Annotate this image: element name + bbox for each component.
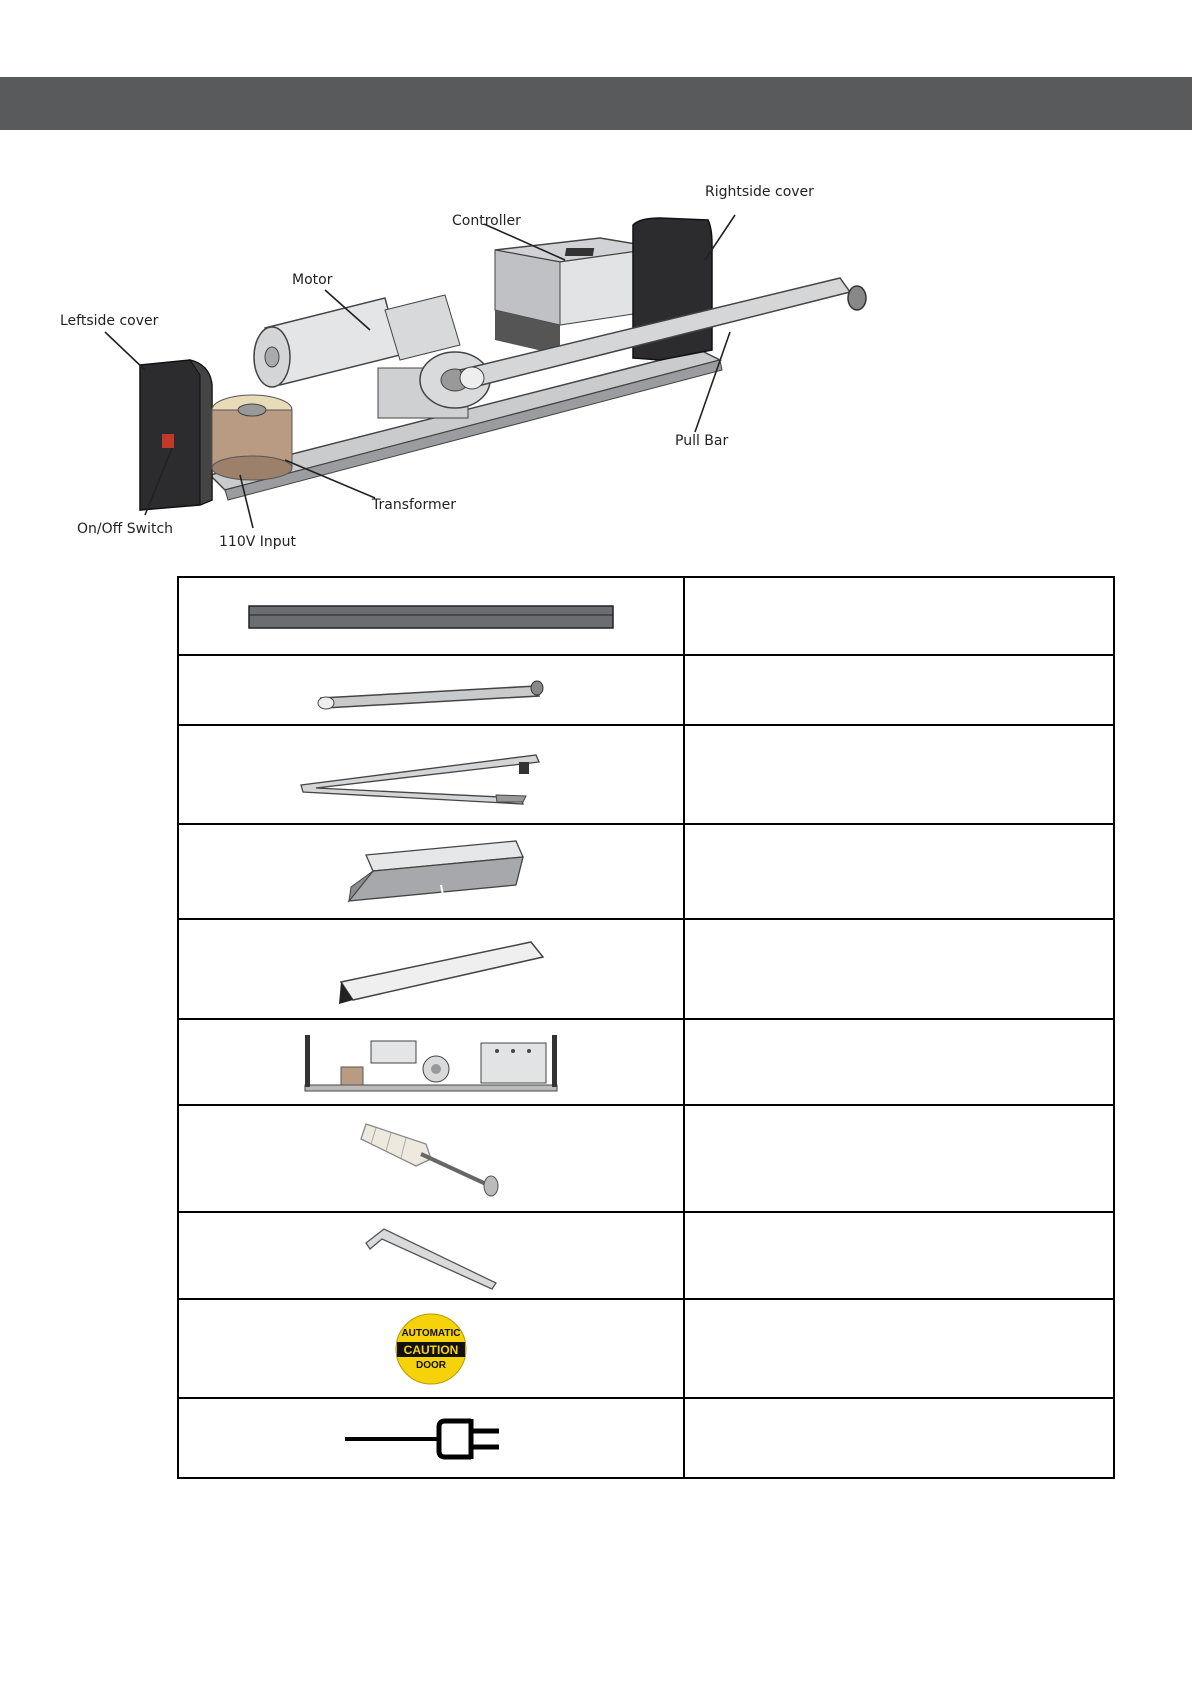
- label-rightside-cover: Rightside cover: [705, 184, 814, 200]
- on-off-switch: [162, 434, 174, 448]
- part-description: [684, 1398, 1114, 1478]
- bracket-channel-icon: [331, 837, 531, 907]
- label-motor: Motor: [292, 272, 333, 288]
- part-description: [684, 1019, 1114, 1105]
- table-row: [178, 1105, 1114, 1212]
- table-row: [178, 725, 1114, 824]
- product-diagram: [0, 170, 1192, 560]
- power-plug-icon: [341, 1413, 521, 1463]
- label-on-off-switch: On/Off Switch: [77, 521, 174, 537]
- part-description: [684, 1105, 1114, 1212]
- table-row: [178, 1212, 1114, 1299]
- cover-profile-icon: [311, 932, 551, 1007]
- table-row: [178, 919, 1114, 1019]
- part-description: [684, 577, 1114, 655]
- part-description: [684, 655, 1114, 725]
- caution-sticker-icon: [391, 1309, 471, 1389]
- table-row: [178, 1019, 1114, 1105]
- header-bar: [0, 77, 1192, 130]
- wall-anchor-screw-icon: [356, 1114, 506, 1204]
- label-pull-bar: Pull Bar: [675, 433, 729, 449]
- table-row: [178, 824, 1114, 919]
- transformer-part: [212, 395, 292, 480]
- sticker-line2: CAUTION: [403, 1342, 459, 1357]
- part-description: [684, 1299, 1114, 1398]
- part-description: [684, 919, 1114, 1019]
- sticker-line3: DOOR: [415, 1359, 446, 1371]
- pull-bar-arm-icon: [311, 670, 551, 710]
- hex-key-icon: [356, 1221, 506, 1291]
- part-description: [684, 1212, 1114, 1299]
- part-description: [684, 824, 1114, 919]
- table-row: [178, 655, 1114, 725]
- table-row: [178, 1299, 1114, 1398]
- table-row: [178, 577, 1114, 655]
- label-leftside-cover: Leftside cover: [60, 313, 159, 329]
- door-arm-linkage-icon: [291, 740, 571, 810]
- sticker-line1: AUTOMATIC: [401, 1327, 461, 1339]
- leftside-cover-part: [140, 360, 212, 510]
- parts-table: [177, 576, 1115, 1479]
- rail-bar-icon: [241, 596, 621, 636]
- label-controller: Controller: [452, 213, 521, 229]
- label-transformer: Transformer: [372, 497, 457, 513]
- opener-assembly-icon: [301, 1027, 561, 1097]
- part-description: [684, 725, 1114, 824]
- label-110v-input: 110V Input: [219, 534, 296, 550]
- table-row: [178, 1398, 1114, 1478]
